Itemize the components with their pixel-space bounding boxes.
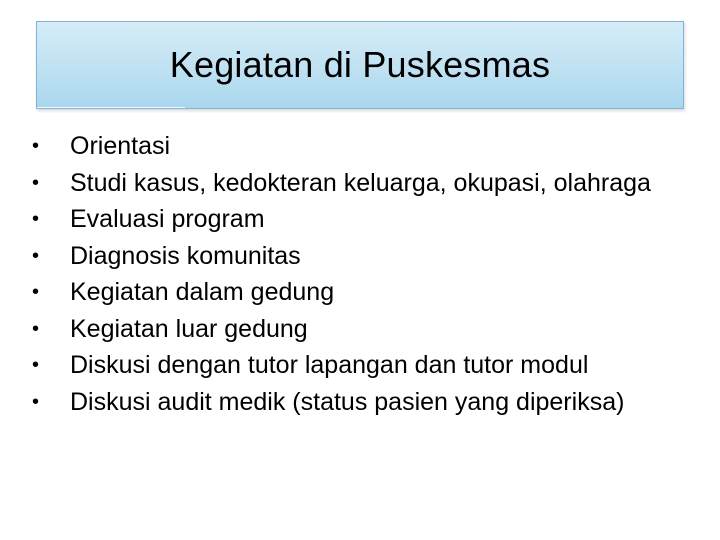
bullet-text: Studi kasus, kedokteran keluarga, okupasi, olahraga [70, 168, 651, 197]
bullet-text: Diskusi dengan tutor lapangan dan tutor modul [70, 351, 589, 379]
bullet-text: Diagnosis komunitas [70, 241, 301, 270]
bullet-text: Evaluasi program [70, 205, 265, 233]
bullet-dot: • [32, 354, 40, 376]
bullet-dot: • [32, 208, 40, 230]
bullet-dot: • [32, 244, 40, 267]
bullet-text: Kegiatan luar gedung [70, 314, 308, 343]
bullet-item [28, 238, 698, 275]
bullet-item [28, 311, 698, 348]
bullet-list [28, 128, 698, 420]
slide-title: Kegiatan di Puskesmas [169, 44, 551, 85]
bullet-text: Kegiatan dalam gedung [70, 278, 335, 306]
bullet-item [28, 128, 698, 165]
bullet-item [28, 165, 698, 202]
bullet-dot: • [32, 171, 40, 194]
bullet-dot: • [32, 135, 40, 157]
title-accent-line [37, 107, 185, 108]
bullet-dot: • [32, 281, 40, 303]
bullet-item [28, 347, 698, 384]
title-box [36, 21, 684, 109]
bullet-dot: • [32, 317, 40, 340]
bullet-dot: • [32, 390, 40, 413]
bullet-text: Orientasi [70, 132, 171, 160]
bullet-item [28, 274, 698, 311]
bullet-item [28, 201, 698, 238]
bullet-item [28, 384, 698, 421]
bullet-text: Diskusi audit medik (status pasien yang diperiksa) [70, 387, 625, 416]
